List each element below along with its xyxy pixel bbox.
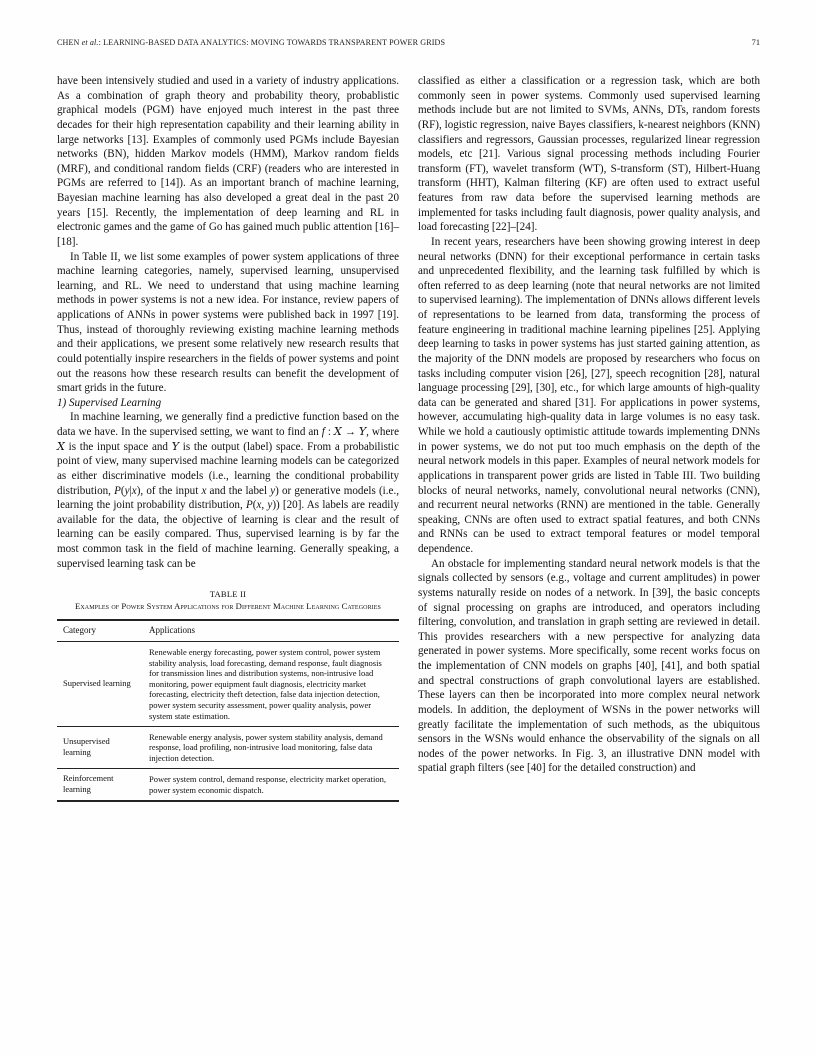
text-run: and the label [206, 484, 271, 497]
math-x-cond: x [131, 484, 137, 497]
text-run: ) [20]. As labels are readily available for the data, the objective of learning is clear and the result of learning can be easily compared. Thus, supervised learning is by far the most common task in the field of machine learning. Generally speaking, a supervised learning task can be [57, 499, 399, 570]
running-header-title [57, 38, 445, 47]
table-row [57, 726, 399, 768]
running-header-author: CHEN [57, 38, 82, 47]
table-2-body [57, 642, 399, 801]
text-run: In machine learning, we generally find a predictive function based on the data we have. In the supervised setting, we want to find an [57, 411, 399, 438]
cell-category-unsupervised: Unsupervised learning [57, 726, 143, 768]
math-paren-close-2: ) [272, 499, 277, 512]
text-run: , of the input [140, 484, 202, 497]
cell-applications-supervised: Renewable energy forecasting, power system control, power system stability analysis, load forecasting, demand response, fault diagnosis for transmission lines and distribution systems, non-intrusive load monitoring, power equipment fault diagnosis, electricity market forecasting, electricity theft detection, false data injection detection, power system security assessment, power quality analysis, power system state estimation. [143, 642, 399, 727]
math-y-joint: y [267, 499, 273, 512]
math-comma: , [261, 499, 268, 512]
running-header [57, 38, 760, 52]
math-output-space: Y [358, 425, 367, 438]
text-run: is the output (label) space. From a probabilistic point of view, many supervised machine learning models can be categorized as either discriminative models (i.e., learning the conditional probability distribution, [57, 440, 399, 497]
body-columns [57, 74, 760, 1024]
math-x-joint: x [256, 499, 262, 512]
math-paren-open-2: ( [252, 499, 257, 512]
running-header-subject: : LEARNING-BASED DATA ANALYTICS: MOVING TOWARDS TRANSPARENT POWER GRIDS [98, 38, 446, 47]
table-2-number: TABLE II [209, 589, 247, 600]
page-number: 71 [751, 38, 760, 47]
right-paragraph-1: classified as either a classification or a regression task, which are both commonly seen in power systems. Commonly used supervised learning methods include but are not limited to SVMs, ANNs, DTs, random forests (RF), logistic regression, naive Bayes classifiers, k-nearest neighbors (KNN) classifiers and regressors, Gaussian processes, regularized linear regression models, etc [21]. Various signal processing methods including Fourier transform (FT), wavelet transform (WT), S-transform (ST), Hilbert-Huang transform (HHT), Kalman filtering (KF) are often used to extract useful features from raw data before the supervised learning methods are implemented for tasks including fault diagnosis, power quality analysis, and load forecasting [22]–[24]. [418, 75, 760, 234]
column-header-category: Category [63, 625, 96, 636]
left-column [57, 74, 399, 1024]
column-header-applications: Applications [149, 625, 195, 636]
right-paragraph-2: In recent years, researchers have been showing growing interest in deep neural networks (DNN) for their exceptional performance in certain tasks and unprecedented flexibility, and the learning task fulfilled by which is often referred to as deep learning (note that neural networks are not limited to supervised learning). The implementation of DNNs allows different levels of representations to be learned from data, transforming the process of feature engineering in traditional machine learning pipelines [25]. Applying deep learning to tasks in power systems has just started gaining attention, as the majority of the DNN models are proposed by researchers who focus on tasks including computer vision [26], [27], speech recognition [28], natural language processing [29], [30], etc., for which large amounts of high-quality data can be generated and shared [31]. For applications in power systems, however, accumulating high-quality data in large volumes is no easy task. While we hold a cautiously optimistic attitude towards implementing DNNs in power systems, we do not put too much emphasis on the depth of the neural network models in this paper. Examples of neural network models for applications in transparent power grids are listed in Table III. Two building blocks of neural networks, namely, convolutional neural networks (CNN), and recurrent neural networks (RNN) are mentioned in the table. Generally speaking, CNNs are often used to extract spatial features, and both CNNs and RNNs can be used to extract temporal features or model temporal dependence. [418, 235, 760, 555]
right-column [418, 74, 760, 1024]
table-2-block [57, 589, 399, 801]
cell-applications-reinforcement: Power system control, demand response, electricity market operation, power system economic dispatch. [143, 768, 399, 800]
cell-category-supervised: Supervised learning [57, 642, 143, 727]
math-input-space-2: X [57, 439, 65, 453]
text-run: is the input space and [64, 440, 172, 453]
math-y-cond: y [124, 484, 130, 497]
running-header-etal: et al. [81, 38, 99, 47]
table-2 [57, 619, 399, 801]
right-paragraph-3: An obstacle for implementing standard neural network models is that the signals collected by sensors (e.g., voltage and current amplitudes) in power systems naturally reside on nodes of a network. In [39], the basic concepts of signal processing on graphs are introduced, and operators including filtering, convolution, and translation in graph setting are reviewed in detail. This provides researchers with a new perspective for analyzing data generated in power systems. More specifically, some recent works focus on the implementation of CNN models on graphs [40], [41], and both spatial and spectral constructions of graph convolutional layers are established. These layers can then be incorporated into more complex neural network models. In addition, the deployment of WSNs in the power networks will greatly facilitate the implementation of such methods, as the ubiquitous sensors in the WSNs would enhance the observability of the signals on all nodes of the power networks. In Fig. 3, an illustrative DNN model with spatial graph filters (see [40] for the detailed construction) and [418, 557, 760, 775]
math-y-label: y [270, 484, 276, 497]
math-output-space-2: Y [171, 439, 180, 453]
table-2-title: Examples of Power System Applications for Different Machine Learning Categories [75, 600, 381, 611]
table-row [57, 768, 399, 800]
math-paren-open: ( [120, 484, 125, 497]
math-given-bar: | [129, 484, 132, 497]
math-arrow: → [341, 426, 359, 438]
left-paragraph-2: In Table II, we list some examples of power system applications of three machine learning categories, namely, supervised learning, unsupervised learning, and RL. We need to understand that using machine learning methods in power systems is not a new idea. For instance, review papers of applications of ANNs in power systems were published back in 1997 [19]. Thus, instead of thoroughly reviewing existing machine learning methods and their applications, we present some relatively new research results that could potentially inspire researchers in the fields of power systems and point out the reasons how these research results can benefit the development of smart grids in the future. [57, 250, 399, 395]
left-paragraph-1: have been intensively studied and used in a variety of industry applications. As a combination of graph theory and probability theory, probablistic graphical models (PGM) have enjoyed much interest in the past three decades for their high representation capability and their learning ability in large networks [13]. Examples of commonly used PGMs include Bayesian networks (BN), hidden Markov models (HMM), Markov random fields (MRF), and conditional random fields (CRF) (readers who are interested in PGMs are referred to [14]). As an important branch of machine learning, Bayesian machine learning has also developed a great deal in the past 20 years [15]. Recently, the implementation of deep learning and RL in electronic games and the game of Go has gained much public attention [16]–[18]. [57, 75, 399, 248]
cell-category-reinforcement: Reinforcement learning [57, 768, 143, 800]
section-heading-supervised-learning: 1) Supervised Learning [57, 396, 162, 409]
table-row [57, 642, 399, 727]
math-colon: : [324, 426, 334, 438]
math-P-cond: P [114, 484, 121, 497]
text-run: , where [366, 426, 399, 438]
math-x-input: x [201, 484, 207, 497]
math-input-space: X [333, 425, 342, 438]
math-f: f [321, 426, 325, 438]
table-header-row [57, 620, 399, 641]
cell-applications-unsupervised: Renewable energy analysis, power system stability analysis, demand response, load profiling, non-intrusive load monitoring, false data injection detection. [143, 726, 399, 768]
table-2-head [57, 620, 399, 641]
left-paragraph-3 [57, 410, 399, 571]
table-2-caption [57, 589, 399, 612]
text-run: ) or generative models (i.e., learning the joint probability distribution, [57, 484, 399, 512]
math-paren-close: ) [136, 484, 141, 497]
math-P-joint: P [245, 499, 253, 512]
